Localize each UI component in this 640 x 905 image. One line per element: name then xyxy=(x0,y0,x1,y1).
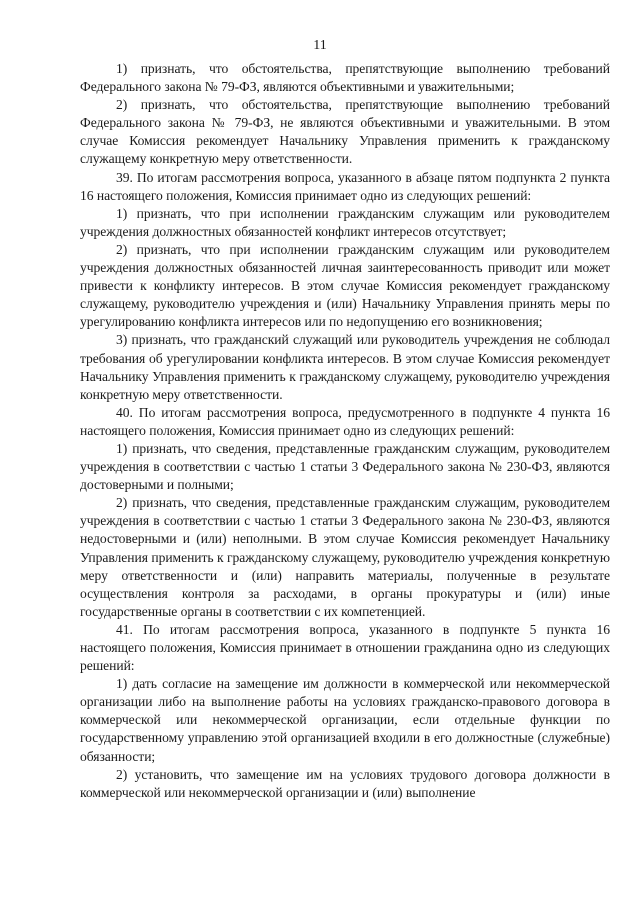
paragraph: 39. По итогам рассмотрения вопроса, указанного в абзаце пятом подпункта 2 пункта 16 настоящего положения, Комиссия принимает одно из следующих решений: xyxy=(80,169,610,203)
paragraph: 40. По итогам рассмотрения вопроса, предусмотренного в подпункте 4 пункта 16 настоящего положения, Комиссия принимает одно из следующих решений: xyxy=(80,404,610,438)
paragraph: 2) признать, что при исполнении гражданским служащим или руководителем учреждения должностных обязанностей личная заинтересованность приводит или может привести к конфликту интересов. В этом случае Комиссия рекомендует гражданскому служащему, руководителю учреждения и (или) Начальнику Управления принять меры по урегулированию конфликта интересов или по недопущению его возникновения; xyxy=(80,241,610,330)
paragraph: 3) признать, что гражданский служащий или руководитель учреждения не соблюдал требования об урегулировании конфликта интересов. В этом случае Комиссия рекомендует Начальнику Управления применить к гражданскому служащему, руководителю учреждения конкретную меру ответственности. xyxy=(80,332,610,402)
document-body xyxy=(80,60,610,802)
paragraph: 2) установить, что замещение им на условиях трудового договора должности в коммерческой или некоммерческой организации и (или) выполнение xyxy=(80,766,610,800)
paragraph: 2) признать, что сведения, представленные гражданским служащим, руководителем учреждения в соответствии с частью 1 статьи 3 Федерального закона № 230-ФЗ, являются недостоверными и (или) неполными. В этом случае Комиссия рекомендует Начальнику Управления применить к гражданскому служащему, руководителю учреждения конкретную меру ответственности и (или) направить материалы, полученные в результате осуществления контроля за расходами, в органы прокуратуры и (или) иные государственные органы в соответствии с их компетенцией. xyxy=(80,495,610,619)
paragraph: 41. По итогам рассмотрения вопроса, указанного в подпункте 5 пункта 16 настоящего положения, Комиссия принимает в отношении гражданина одно из следующих решений: xyxy=(80,621,610,674)
paragraph: 1) дать согласие на замещение им должности в коммерческой или некоммерческой организации либо на выполнение работы на условиях гражданско-правового договора в коммерческой или некоммерческой организации, если отдельные функции по государственному управлению этой организацией входили в его должностные (служебные) обязанности; xyxy=(80,676,610,764)
paragraph: 1) признать, что при исполнении гражданским служащим или руководителем учреждения должностных обязанностей конфликт интересов отсутствует; xyxy=(80,205,610,239)
paragraph: 1) признать, что сведения, представленные гражданским служащим, руководителем учреждения в соответствии с частью 1 статьи 3 Федерального закона № 230-ФЗ, являются достоверными и полными; xyxy=(80,440,610,493)
paragraph: 1) признать, что обстоятельства, препятствующие выполнению требований Федерального закона № 79-ФЗ, являются объективными и уважительными; xyxy=(80,61,610,95)
paragraph: 2) признать, что обстоятельства, препятствующие выполнению требований Федерального закона № 79-ФЗ, не являются объективными и уважительными. В этом случае Комиссия рекомендует Начальнику Управления применить к гражданскому служащему конкретную меру ответственности. xyxy=(80,97,610,167)
page-number: 11 xyxy=(313,38,327,53)
